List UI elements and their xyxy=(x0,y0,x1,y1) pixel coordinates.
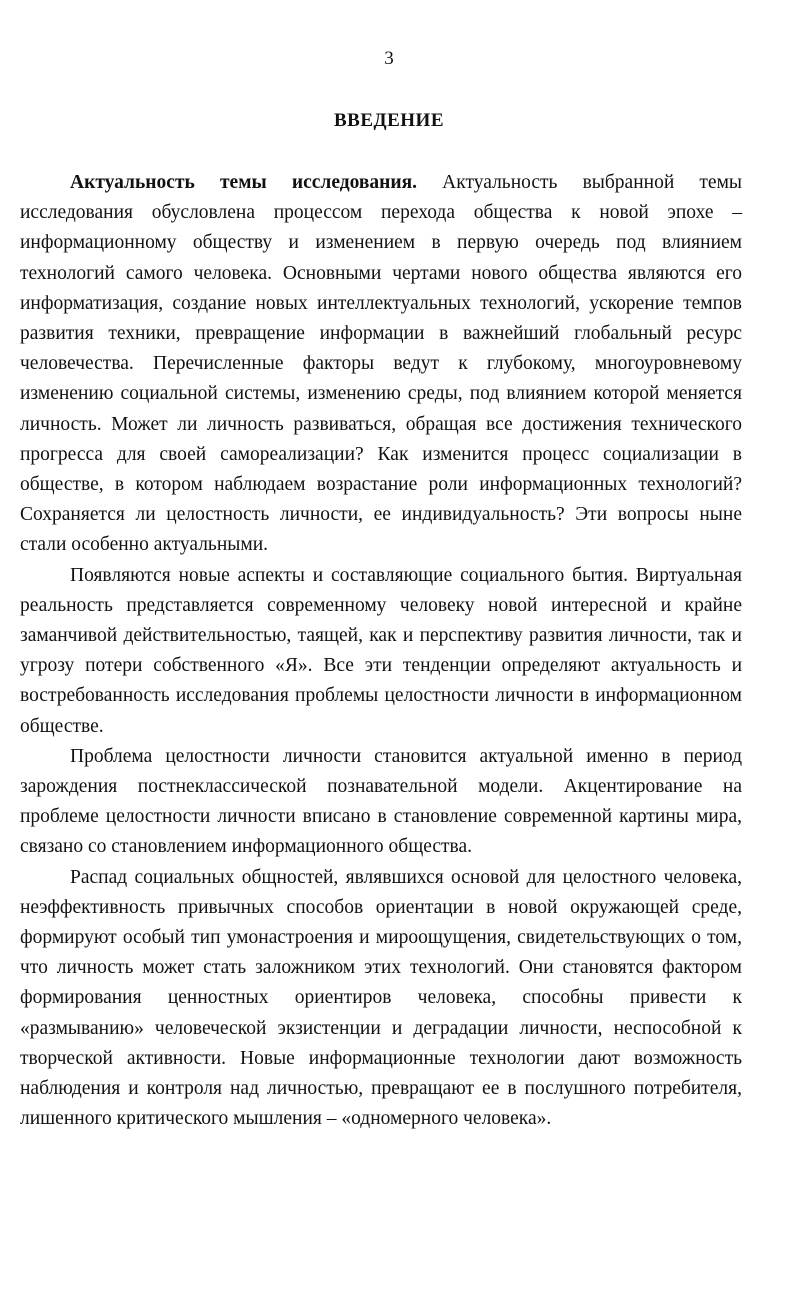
paragraph-integrity-problem xyxy=(20,742,742,863)
paragraph-lead-heading: Актуальность темы исследования. xyxy=(70,172,418,193)
document-body xyxy=(20,168,742,1135)
page-title: ВВЕДЕНИЕ xyxy=(334,110,444,131)
paragraph-text: Появляются новые аспекты и составляющие социального бытия. Виртуальная реальность представляется современному человеку новой интересной и крайне заманчивой действительностью, таящей, как и перспективу развития личности, так и угрозу потери собственного «Я». Все эти тенденции определяют актуальность и востребованность исследования проблемы целостности личности в информационном обществе. xyxy=(20,564,742,737)
paragraph-text: Проблема целостности личности становится актуальной именно в период зарождения постнеклассической познавательной модели. Акцентирование на проблеме целостности личности вписано в становление современной картины мира, связано со становлением информационного общества. xyxy=(20,745,742,858)
paragraph-relevance xyxy=(20,168,742,561)
paragraph-social-decay xyxy=(20,863,742,1135)
paragraph-text: Распад социальных общностей, являвшихся основой для целостного человека, неэффективность привычных способов ориентации в новой окружающей среде, формируют особый тип умонастроения и мироощущения, свидетельствующих о том, что личность может стать заложником этих технологий. Они становятся фактором формирования ценностных ориентиров человека, способны привести к «размыванию» человеческой экзистенции и деградации личности, неспособной к творческой активности. Новые информационные технологии дают возможность наблюдения и контроля над личностью, превращают ее в послушного потребителя, лишенного критического мышления – «одномерного человека». xyxy=(20,866,742,1130)
page-number: 3 xyxy=(384,48,394,69)
paragraph-new-aspects xyxy=(20,561,742,742)
paragraph-text: Актуальность выбранной темы исследования обусловлена процессом перехода общества к новой эпохе – информационному обществу и изменением в первую очередь под влиянием технологий самого человека. Основными чертами нового общества являются его информатизация, создание новых интеллектуальных технологий, ускорение темпов развития техники, превращение информации в важнейший глобальный ресурс человечества. Перечисленные факторы ведут к глубокому, многоуровневому изменению социальной системы, изменению среды, под влиянием которой меняется личность. Может ли личность развиваться, обращая все достижения технического прогресса для своей самореализации? Как изменится процесс социализации в обществе, в котором наблюдаем возрастание роли информационных технологий? Сохраняется ли целостность личности, ее индивидуальность? Эти вопросы ныне стали особенно актуальными. xyxy=(20,172,743,556)
